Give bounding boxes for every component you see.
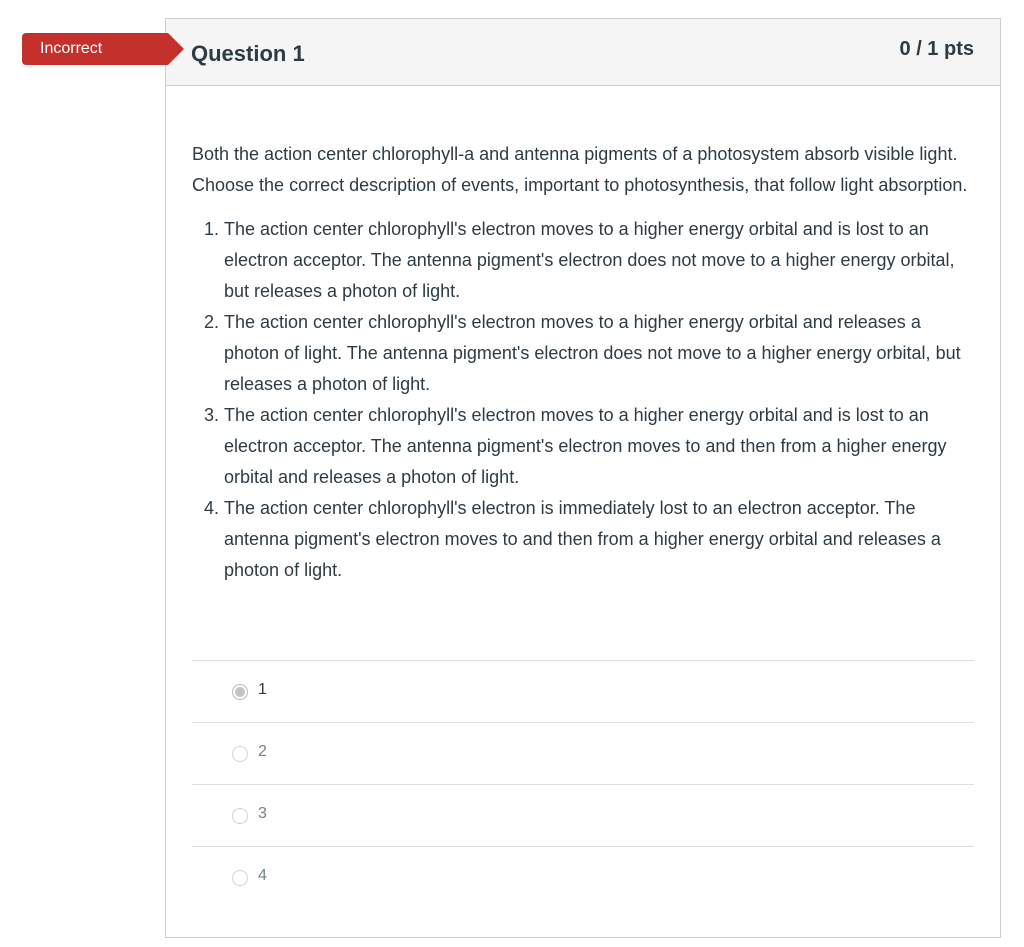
radio-button-selected[interactable] xyxy=(232,684,248,700)
answer-option-4[interactable] xyxy=(192,846,974,908)
question-text: Both the action center chlorophyll-a and antenna pigments of a photosystem absorb visible light. Choose the correct description of events, important to photosynthesis, that follow light absorption. xyxy=(192,144,968,195)
question-body xyxy=(192,139,972,586)
choice-item: 4. The action center chlorophyll's electron is immediately lost to an electron acceptor. The antenna pigment's electron moves to and then from a higher energy orbital and releases a photon of light. xyxy=(224,493,972,586)
answer-option-1[interactable] xyxy=(192,660,974,722)
answer-label: 4 xyxy=(258,867,267,884)
answer-label: 2 xyxy=(258,743,267,760)
answer-label: 1 xyxy=(258,681,267,698)
choices-list xyxy=(192,214,972,586)
status-label: Incorrect xyxy=(40,40,103,57)
choice-item: 2. The action center chlorophyll's electron moves to a higher energy orbital and releases a photon of light. The antenna pigment's electron does not move to a higher energy orbital, but releases a photon of light. xyxy=(224,307,972,400)
radio-button[interactable] xyxy=(232,808,248,824)
question-title: Question 1 xyxy=(191,41,305,66)
choice-item: 1. The action center chlorophyll's electron moves to a higher energy orbital and is lost to an electron acceptor. The antenna pigment's electron does not move to a higher energy orbital, but releases a photon of light. xyxy=(224,214,972,307)
question-card xyxy=(165,18,1001,938)
question-points: 0 / 1 pts xyxy=(899,38,974,60)
answer-options xyxy=(192,660,974,908)
radio-button[interactable] xyxy=(232,870,248,886)
choice-item: 3. The action center chlorophyll's electron moves to a higher energy orbital and is lost to an electron acceptor. The antenna pigment's electron moves to and then from a higher energy orbital and releases a photon of light. xyxy=(224,400,972,493)
answer-option-2[interactable] xyxy=(192,722,974,784)
radio-button[interactable] xyxy=(232,746,248,762)
incorrect-status-flag xyxy=(22,33,168,65)
answer-option-3[interactable] xyxy=(192,784,974,846)
question-header xyxy=(166,19,1000,86)
answer-label: 3 xyxy=(258,805,267,822)
